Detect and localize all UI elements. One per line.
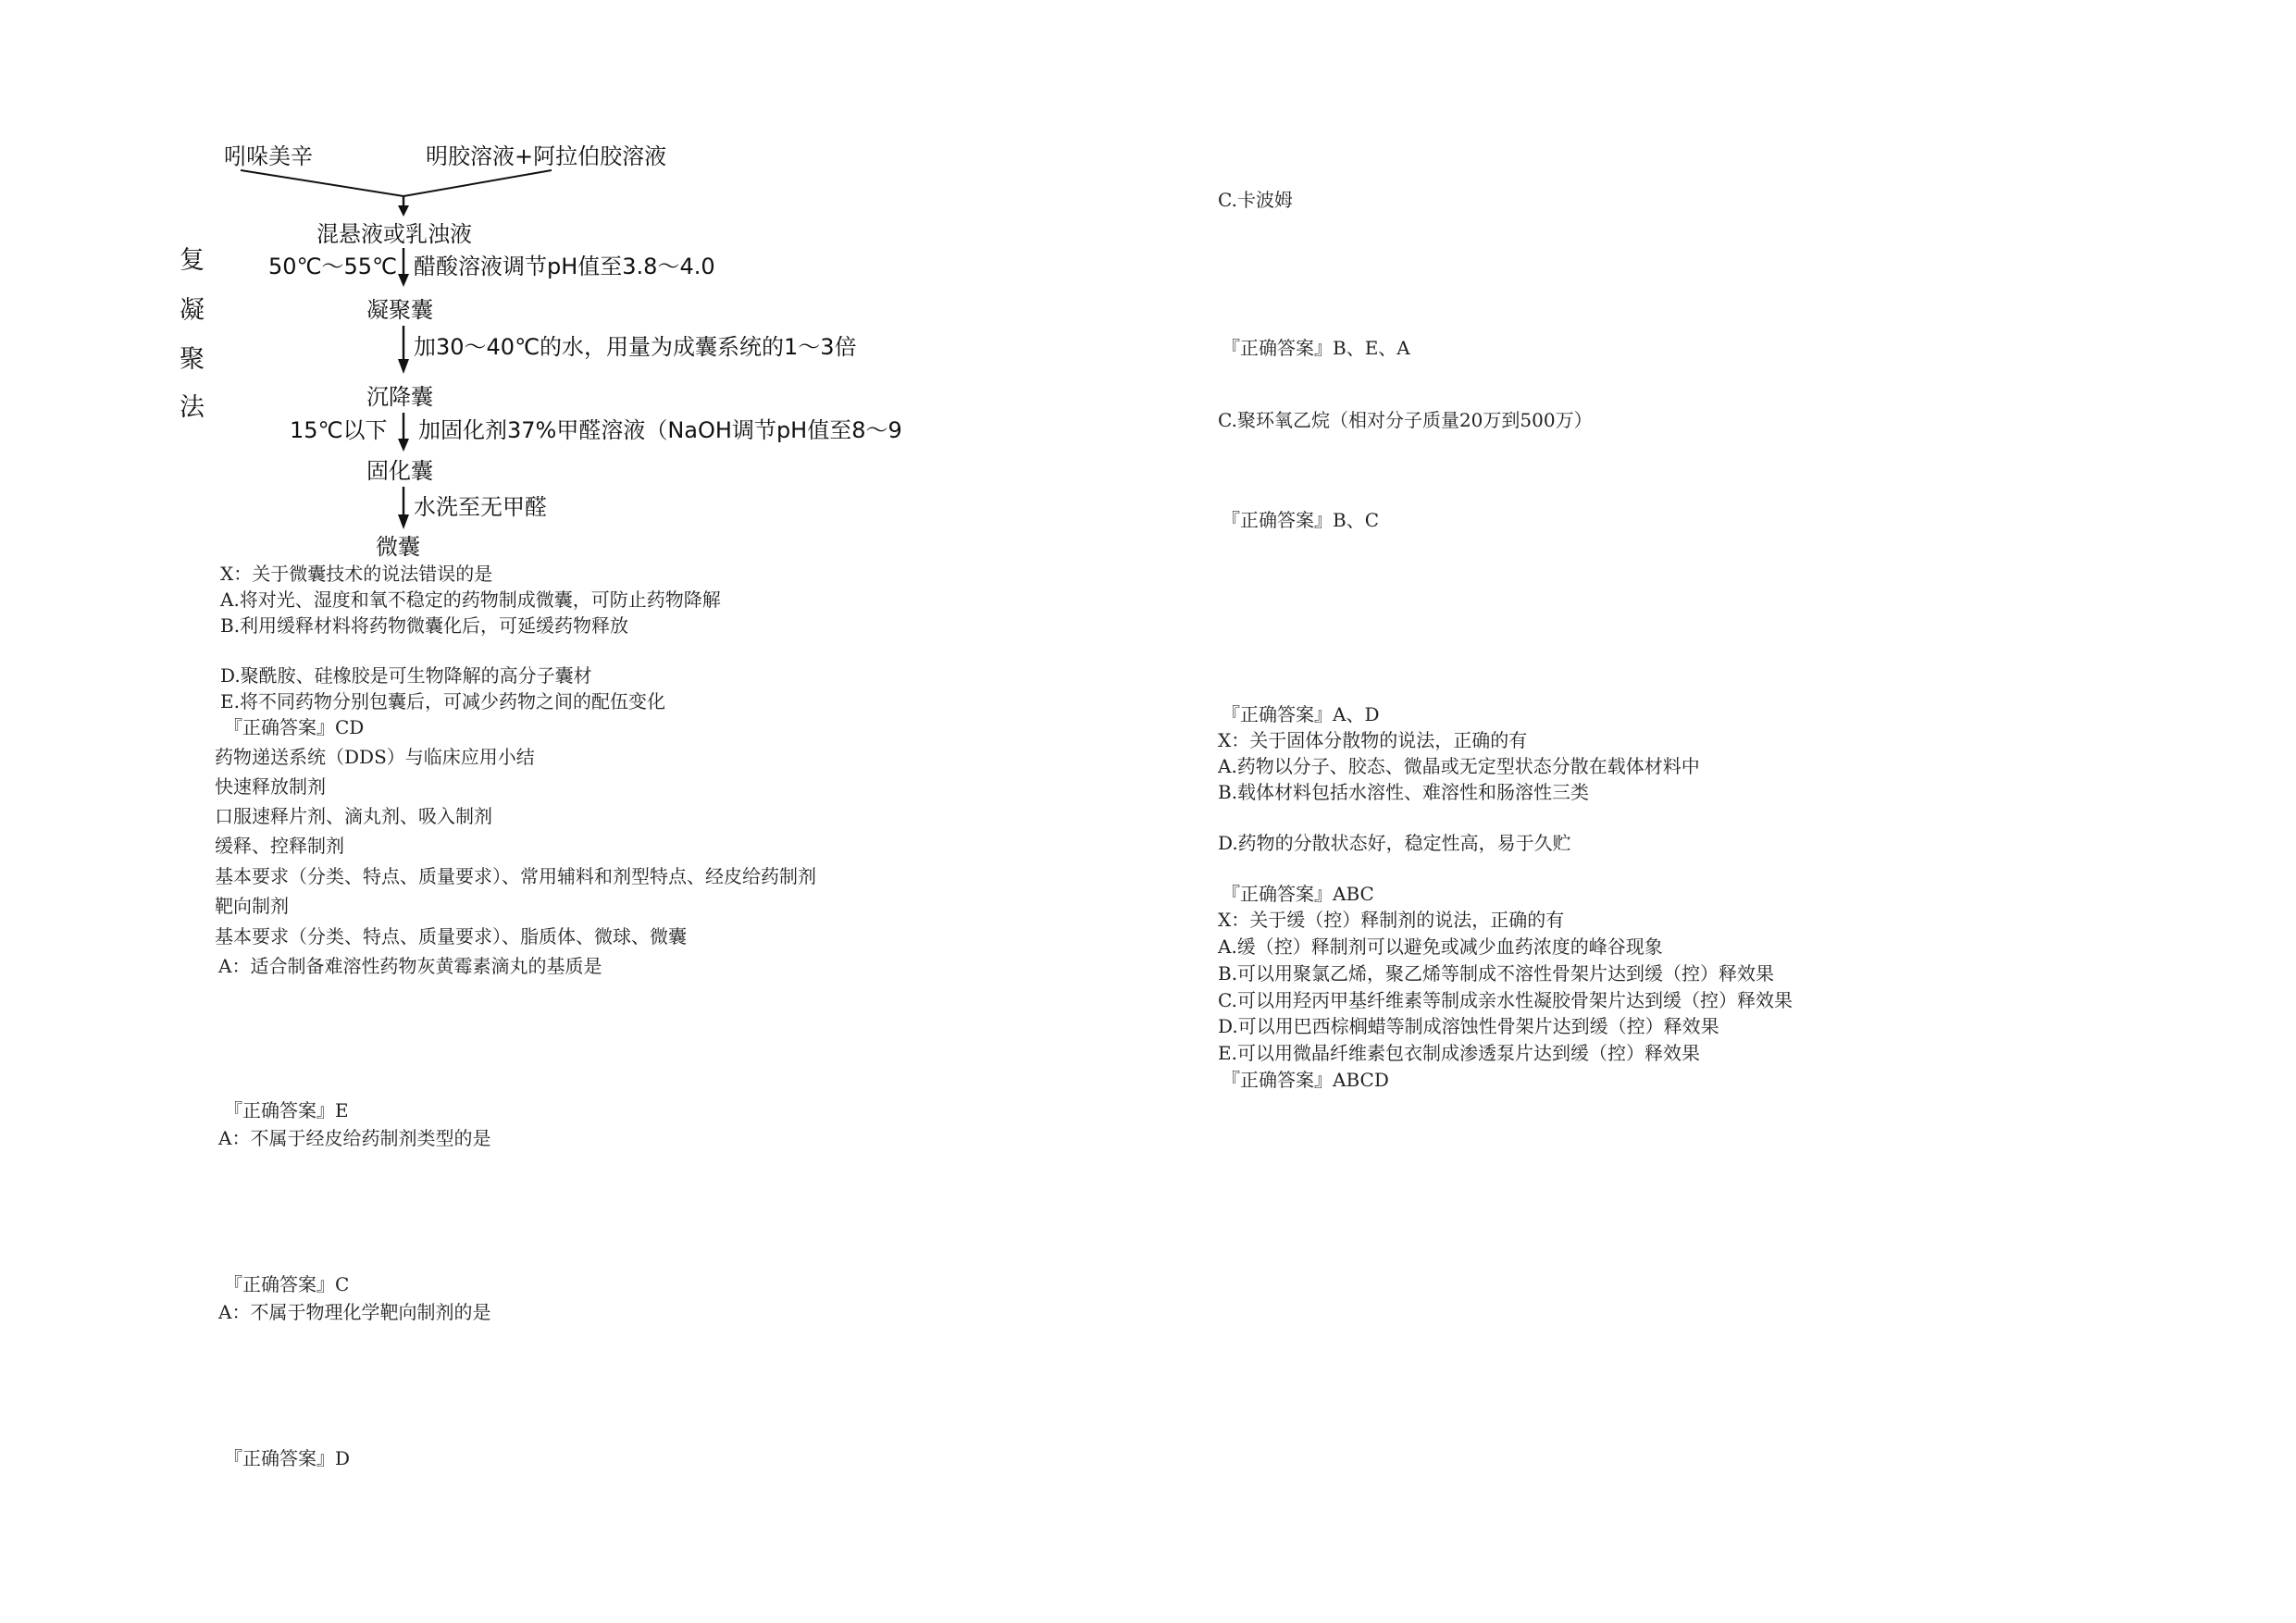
- option-microcapsule-a: A.将对光、湿度和氧不稳定的药物制成微囊，可防止药物降解: [220, 588, 721, 611]
- question-sustained-release: X：关于缓（控）释制剂的说法，正确的有: [1218, 909, 1565, 931]
- option-sustained-e: E.可以用微晶纤维素包衣制成渗透泵片达到缓（控）释效果: [1218, 1042, 1700, 1064]
- answer-sustained-release: 『正确答案』ABCD: [1222, 1069, 1389, 1091]
- question-transdermal: A：不属于经皮给药制剂类型的是: [218, 1127, 491, 1149]
- option-microcapsule-d: D.聚酰胺、硅橡胶是可生物降解的高分子囊材: [220, 664, 592, 687]
- option-carbomer: C.卡波姆: [1218, 189, 1293, 211]
- answer-solid-dispersion: 『正确答案』ABC: [1222, 883, 1374, 905]
- method-char-2: 凝: [180, 296, 205, 325]
- step2-product: 凝聚囊: [366, 297, 433, 323]
- summary-row-5: 靶向制剂: [215, 895, 289, 917]
- summary-row-1: 快速释放制剂: [215, 775, 326, 798]
- arrowhead-merge: [398, 205, 409, 217]
- option-sustained-a: A.缓（控）释制剂可以避免或减少血药浓度的峰谷现象: [1218, 935, 1663, 958]
- merge-line-right: [403, 170, 552, 196]
- step4-action: 水洗至无甲醛: [414, 494, 547, 520]
- summary-row-2: 口服速释片剂、滴丸剂、吸入制剂: [215, 805, 492, 827]
- arrowhead-step3: [398, 439, 409, 452]
- method-char-4: 法: [180, 393, 205, 422]
- arrowhead-step2: [398, 359, 409, 374]
- question-solid-dispersion: X：关于固体分散物的说法，正确的有: [1218, 729, 1528, 751]
- method-char-1: 复: [180, 246, 205, 275]
- step3-action: 加固化剂37%甲醛溶液（NaOH调节pH值至8～9: [418, 417, 902, 443]
- summary-row-4: 基本要求（分类、特点、质量要求）、常用辅料和剂型特点、经皮给药制剂: [215, 865, 816, 887]
- answer-bc: 『正确答案』B、C: [1222, 509, 1379, 531]
- answer-transdermal: 『正确答案』C: [224, 1273, 350, 1295]
- step3-temp: 15℃以下: [290, 417, 388, 443]
- answer-microcapsule: 『正确答案』CD: [224, 716, 365, 738]
- option-sustained-d: D.可以用巴西棕榈蜡等制成溶蚀性骨架片达到缓（控）释效果: [1218, 1015, 1719, 1037]
- option-polyethylene-oxide: C.聚环氧乙烷（相对分子质量20万到500万）: [1218, 409, 1593, 431]
- merge-line-left: [241, 170, 403, 196]
- step3-product: 沉降囊: [366, 384, 433, 410]
- option-sustained-c: C.可以用羟丙甲基纤维素等制成亲水性凝胶骨架片达到缓（控）释效果: [1218, 989, 1793, 1011]
- final-product-microcapsule: 微囊: [376, 534, 420, 560]
- input-indomethacin: 吲哚美辛: [224, 143, 313, 169]
- step4-product: 固化囊: [366, 458, 433, 484]
- answer-ad: 『正确答案』A、D: [1222, 703, 1380, 725]
- summary-row-3: 缓释、控释制剂: [215, 835, 344, 857]
- option-microcapsule-e: E.将不同药物分别包囊后，可减少药物之间的配伍变化: [220, 690, 665, 712]
- arrowhead-step1: [398, 274, 409, 287]
- option-solid-dispersion-d: D.药物的分散状态好，稳定性高，易于久贮: [1218, 832, 1571, 854]
- step1-product: 混悬液或乳浊液: [316, 221, 472, 247]
- input-gelatin-gum-arabic: 明胶溶液+阿拉伯胶溶液: [426, 143, 667, 169]
- step2-action: 加30～40℃的水，用量为成囊系统的1～3倍: [414, 334, 857, 360]
- method-char-3: 聚: [180, 345, 205, 374]
- answer-bea: 『正确答案』B、E、A: [1222, 337, 1410, 359]
- arrowhead-step4: [398, 514, 409, 529]
- option-solid-dispersion-a: A.药物以分子、胶态、微晶或无定型状态分散在载体材料中: [1218, 755, 1700, 777]
- option-microcapsule-b: B.利用缓释材料将药物微囊化后，可延缓药物释放: [220, 614, 629, 637]
- question-microcapsule: X：关于微囊技术的说法错误的是: [220, 563, 493, 585]
- question-targeting: A：不属于物理化学靶向制剂的是: [218, 1301, 491, 1323]
- option-sustained-b: B.可以用聚氯乙烯，聚乙烯等制成不溶性骨架片达到缓（控）释效果: [1218, 962, 1775, 985]
- step1-action: 醋酸溶液调节pH值至3.8～4.0: [414, 254, 715, 279]
- summary-row-6: 基本要求（分类、特点、质量要求）、脂质体、微球、微囊: [215, 925, 687, 948]
- summary-title: 药物递送系统（DDS）与临床应用小结: [215, 746, 535, 768]
- answer-targeting: 『正确答案』D: [224, 1447, 351, 1469]
- option-solid-dispersion-b: B.载体材料包括水溶性、难溶性和肠溶性三类: [1218, 781, 1590, 803]
- question-drip-pill: A：适合制备难溶性药物灰黄霉素滴丸的基质是: [218, 955, 602, 977]
- step1-temp: 50℃～55℃: [268, 254, 397, 279]
- answer-drip-pill: 『正确答案』E: [224, 1099, 349, 1121]
